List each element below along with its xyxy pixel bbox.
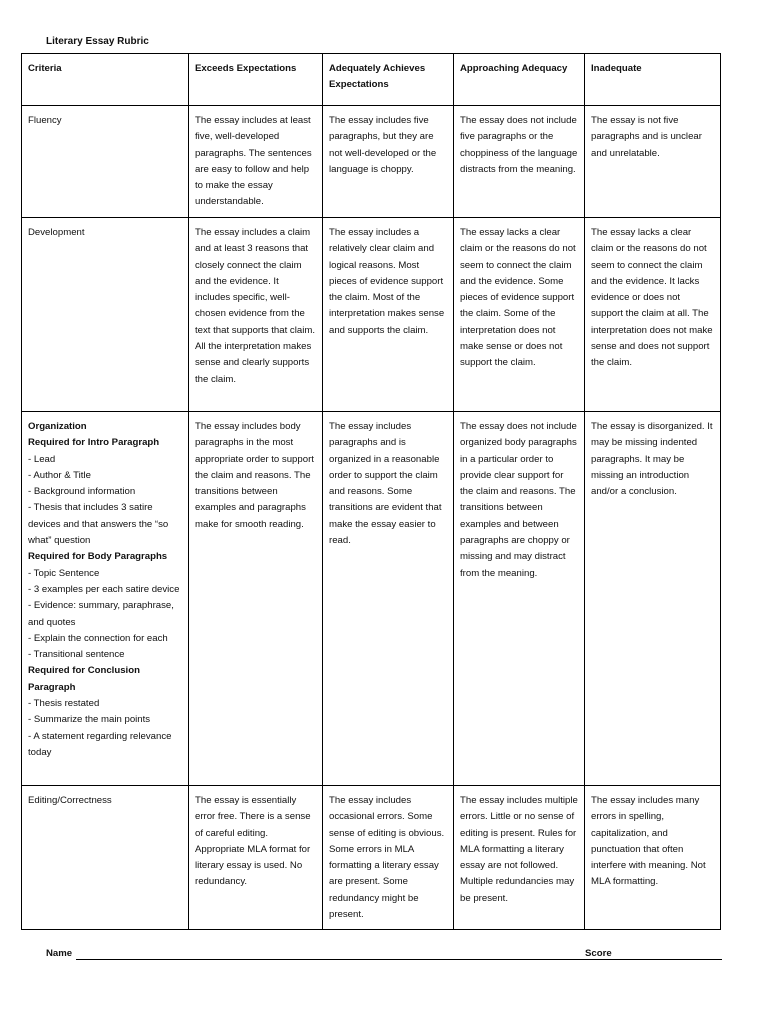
criterion-editing: Editing/Correctness	[22, 786, 189, 930]
conclusion-item: - A statement regarding relevance today	[28, 730, 172, 758]
document-title: Literary Essay Rubric	[46, 36, 149, 47]
conclusion-heading: Required for Conclusion Paragraph	[28, 665, 140, 693]
name-label: Name	[46, 948, 73, 959]
development-adequate-cell: The essay includes a relatively clear claim and logical reasons. Most pieces of evidence support the claim. Most of the interpretation makes sense and supports the claim.	[323, 218, 454, 412]
conclusion-item: - Summarize the main points	[28, 714, 151, 726]
organization-approaching-cell: The essay does not include organized body paragraphs in a particular order to provide clear support for the claim and reasons. The transitions between examples and between paragraphs are choppy or missing and may distract from the meaning.	[454, 412, 585, 786]
development-inadequate-cell: The essay lacks a clear claim or the reasons do not seem to connect the claim and the evidence. It lacks evidence or does not support the claim at all. The interpretation does not make sense and does not support the claim.	[585, 218, 721, 412]
header-adequate: Adequately Achieves Expectations	[323, 54, 454, 106]
development-approaching-cell: The essay lacks a clear claim or the reasons do not seem to connect the claim and the evidence. Some pieces of evidence support the claim. Some of the interpretation does not make sense or does not support the claim.	[454, 218, 585, 412]
editing-approaching-cell: The essay includes multiple errors. Little or no sense of editing is present. Rules for MLA formatting a literary essay are not followed. Multiple redundancies may be present.	[454, 786, 585, 930]
editing-adequate-cell: The essay includes occasional errors. Some sense of editing is obvious. Some errors in MLA formatting a literary essay are present. Some redundancy might be present.	[323, 786, 454, 930]
intro-item: - Thesis that includes 3 satire devices and that answers the “so what” question	[28, 502, 169, 547]
fluency-exceeds-cell: The essay includes at least five, well-developed paragraphs. The sentences are easy to follow and help to make the essay understandable.	[189, 106, 323, 218]
intro-item: - Lead	[28, 453, 56, 465]
criterion-organization: Organization	[28, 421, 87, 432]
organization-adequate-cell: The essay includes paragraphs and is organized in a reasonable order to support the claim and reasons. Some transitions are evident that make the essay easier to read.	[323, 412, 454, 786]
name-blank-line[interactable]	[76, 959, 624, 960]
rubric-table	[21, 53, 721, 930]
score-label: Score	[585, 948, 612, 959]
fluency-inadequate-cell: The essay is not five paragraphs and is unclear and unrelatable.	[585, 106, 721, 218]
organization-inadequate-cell: The essay is disorganized. It may be missing indented paragraphs. It may be missing an introduction and/or a conclusion.	[585, 412, 721, 786]
criterion-organization-cell	[22, 412, 189, 786]
table-row-editing	[22, 786, 721, 930]
header-approaching: Approaching Adequacy	[454, 54, 585, 106]
header-row	[22, 54, 721, 106]
name-score-footer	[46, 948, 724, 964]
editing-exceeds-cell: The essay is essentially error free. There is a sense of careful editing. Appropriate MLA format for literary essay is used. No redundancy.	[189, 786, 323, 930]
body-item: - Evidence: summary, paraphrase, and quotes	[28, 600, 174, 628]
criterion-fluency: Fluency	[22, 106, 189, 218]
table-row-organization	[22, 412, 721, 786]
criterion-development: Development	[22, 218, 189, 412]
intro-item: - Background information	[28, 486, 136, 498]
body-item: - Explain the connection for each	[28, 632, 168, 644]
development-exceeds-cell: The essay includes a claim and at least 3 reasons that closely connect the claim and the evidence. It includes specific, well-chosen evidence from the text that supports that claim. All the interpretation makes sense and clearly supports the claim.	[189, 218, 323, 412]
header-exceeds: Exceeds Expectations	[189, 54, 323, 106]
score-blank-line[interactable]	[610, 959, 722, 960]
table-row-development	[22, 218, 721, 412]
body-item: - Topic Sentence	[28, 567, 100, 579]
editing-inadequate-cell: The essay includes many errors in spelling, capitalization, and punctuation that often interfere with meaning. Not MLA formatting.	[585, 786, 721, 930]
conclusion-item: - Thesis restated	[28, 698, 100, 710]
organization-exceeds-cell: The essay includes body paragraphs in the most appropriate order to support the claim and reasons. The transitions between examples and paragraphs make for smooth reading.	[189, 412, 323, 786]
body-item: - 3 examples per each satire device	[28, 583, 180, 595]
table-row-fluency	[22, 106, 721, 218]
intro-item: - Author & Title	[28, 469, 91, 481]
header-criteria: Criteria	[22, 54, 189, 106]
intro-heading: Required for Intro Paragraph	[28, 437, 160, 449]
body-heading: Required for Body Paragraphs	[28, 551, 168, 563]
header-inadequate: Inadequate	[585, 54, 721, 106]
fluency-adequate-cell: The essay includes five paragraphs, but they are not well-developed or the language is choppy.	[323, 106, 454, 218]
body-item: - Transitional sentence	[28, 649, 125, 661]
fluency-approaching-cell: The essay does not include five paragraphs or the choppiness of the language distracts from the meaning.	[454, 106, 585, 218]
